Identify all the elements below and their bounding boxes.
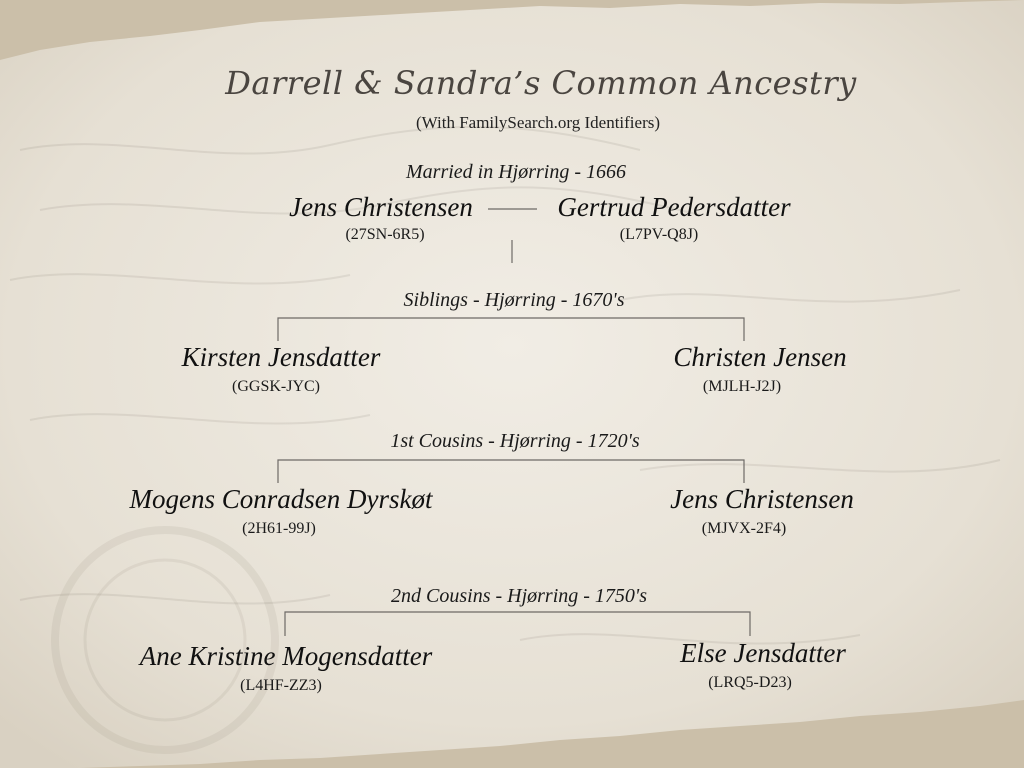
- ancestor-name: Jens Christensen: [289, 192, 473, 222]
- familysearch-id: (GGSK-JYC): [232, 378, 320, 395]
- ancestor-name: Christen Jensen: [673, 342, 847, 372]
- generation-heading: 2nd Cousins - Hjørring - 1750's: [391, 585, 647, 607]
- page-subtitle: (With FamilySearch.org Identifiers): [415, 113, 661, 132]
- familysearch-id: (MJLH-J2J): [702, 378, 782, 395]
- generation-heading: Siblings - Hjørring - 1670's: [403, 289, 625, 311]
- ancestor-name: Mogens Conradsen Dyrskøt: [129, 484, 433, 514]
- familysearch-id: (27SN-6R5): [345, 226, 425, 243]
- ancestor-name: Else Jensdatter: [680, 638, 846, 668]
- familysearch-id: (L4HF-ZZ3): [240, 677, 322, 694]
- ancestor-name: Kirsten Jensdatter: [181, 342, 381, 372]
- generation-heading: Married in Hjørring - 1666: [406, 161, 626, 183]
- ancestor-name: Jens Christensen: [670, 484, 854, 514]
- ancestor-name: Gertrud Pedersdatter: [557, 192, 791, 222]
- familysearch-id: (2H61-99J): [242, 520, 316, 537]
- familysearch-id: (LRQ5-D23): [708, 674, 792, 691]
- generation-heading: 1st Cousins - Hjørring - 1720's: [390, 430, 640, 452]
- familysearch-id: (MJVX-2F4): [701, 520, 787, 537]
- page-title: Darrell & Sandra’s Common Ancestry: [225, 64, 857, 102]
- familysearch-id: (L7PV-Q8J): [619, 226, 699, 243]
- ancestor-name: Ane Kristine Mogensdatter: [139, 641, 433, 671]
